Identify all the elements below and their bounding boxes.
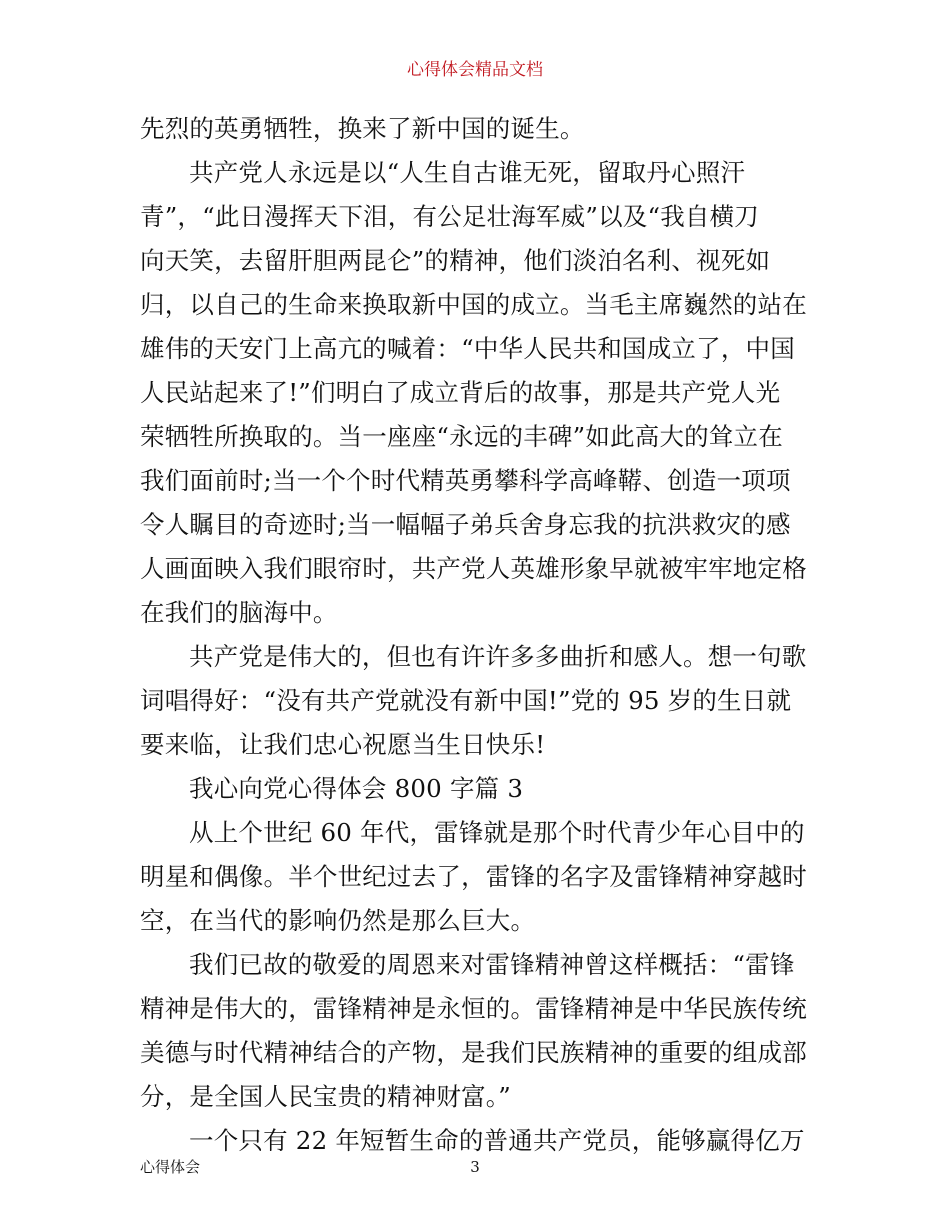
body-line: 美德与时代精神结合的产物，是我们民族精神的重要的组成部 — [140, 1038, 807, 1067]
body-line: 词唱得好：“没有共产党就没有新中国!”党的 95 岁的生日就 — [140, 686, 792, 715]
body-line: 在我们的脑海中。 — [140, 598, 338, 627]
body-line: 青”，“此日漫挥天下泪，有公足壮海军威”以及“我自横刀 — [140, 202, 759, 231]
body-line: 精神是伟大的，雷锋精神是永恒的。雷锋精神是中华民族传统 — [140, 994, 807, 1023]
document-body — [140, 107, 820, 1163]
body-line: 雄伟的天安门上高亢的喊着：“中华人民共和国成立了，中国 — [140, 334, 795, 363]
body-line: 我们已故的敬爱的周恩来对雷锋精神曾这样概括：“雷锋 — [189, 950, 795, 979]
body-line: 荣牺牲所换取的。当一座座“永远的丰碑”如此高大的耸立在 — [140, 422, 783, 451]
body-line: 一个只有 22 年短暂生命的普通共产党员，能够赢得亿万 — [189, 1126, 805, 1155]
body-line: 先烈的英勇牺牲，换来了新中国的诞生。 — [140, 114, 585, 143]
page-number: 3 — [470, 1158, 480, 1176]
section-heading: 我心向党心得体会 800 字篇 3 — [189, 774, 524, 803]
body-line: 从上个世纪 60 年代，雷锋就是那个时代青少年心目中的 — [189, 818, 805, 847]
body-line: 令人瞩目的奇迹时;当一幅幅子弟兵舍身忘我的抗洪救灾的感 — [140, 510, 791, 539]
body-line: 分，是全国人民宝贵的精神财富。” — [140, 1082, 511, 1111]
body-line: 我们面前时;当一个个时代精英勇攀科学高峰鞯、创造一项项 — [140, 466, 791, 495]
page-header-title: 心得体会精品文档 — [407, 60, 543, 80]
body-line: 共产党是伟大的，但也有许许多多曲折和感人。想一句歌 — [189, 642, 807, 671]
body-line: 人画面映入我们眼帘时，共产党人英雄形象早就被牢牢地定格 — [140, 554, 807, 583]
body-line: 归，以自己的生命来换取新中国的成立。当毛主席巍然的站在 — [140, 290, 807, 319]
body-line: 明星和偶像。半个世纪过去了，雷锋的名字及雷锋精神穿越时 — [140, 862, 807, 891]
body-line: 共产党人永远是以“人生自古谁无死，留取丹心照汗 — [189, 158, 746, 187]
body-line: 向天笑，去留肝胆两昆仑”的精神，他们淡泊名利、视死如 — [140, 246, 771, 275]
body-line: 要来临，让我们忠心祝愿当生日快乐! — [140, 730, 546, 759]
body-line: 人民站起来了!”们明白了成立背后的故事，那是共产党人光 — [140, 378, 781, 407]
body-line: 空，在当代的影响仍然是那么巨大。 — [140, 906, 536, 935]
footer-label: 心得体会 — [140, 1158, 201, 1176]
